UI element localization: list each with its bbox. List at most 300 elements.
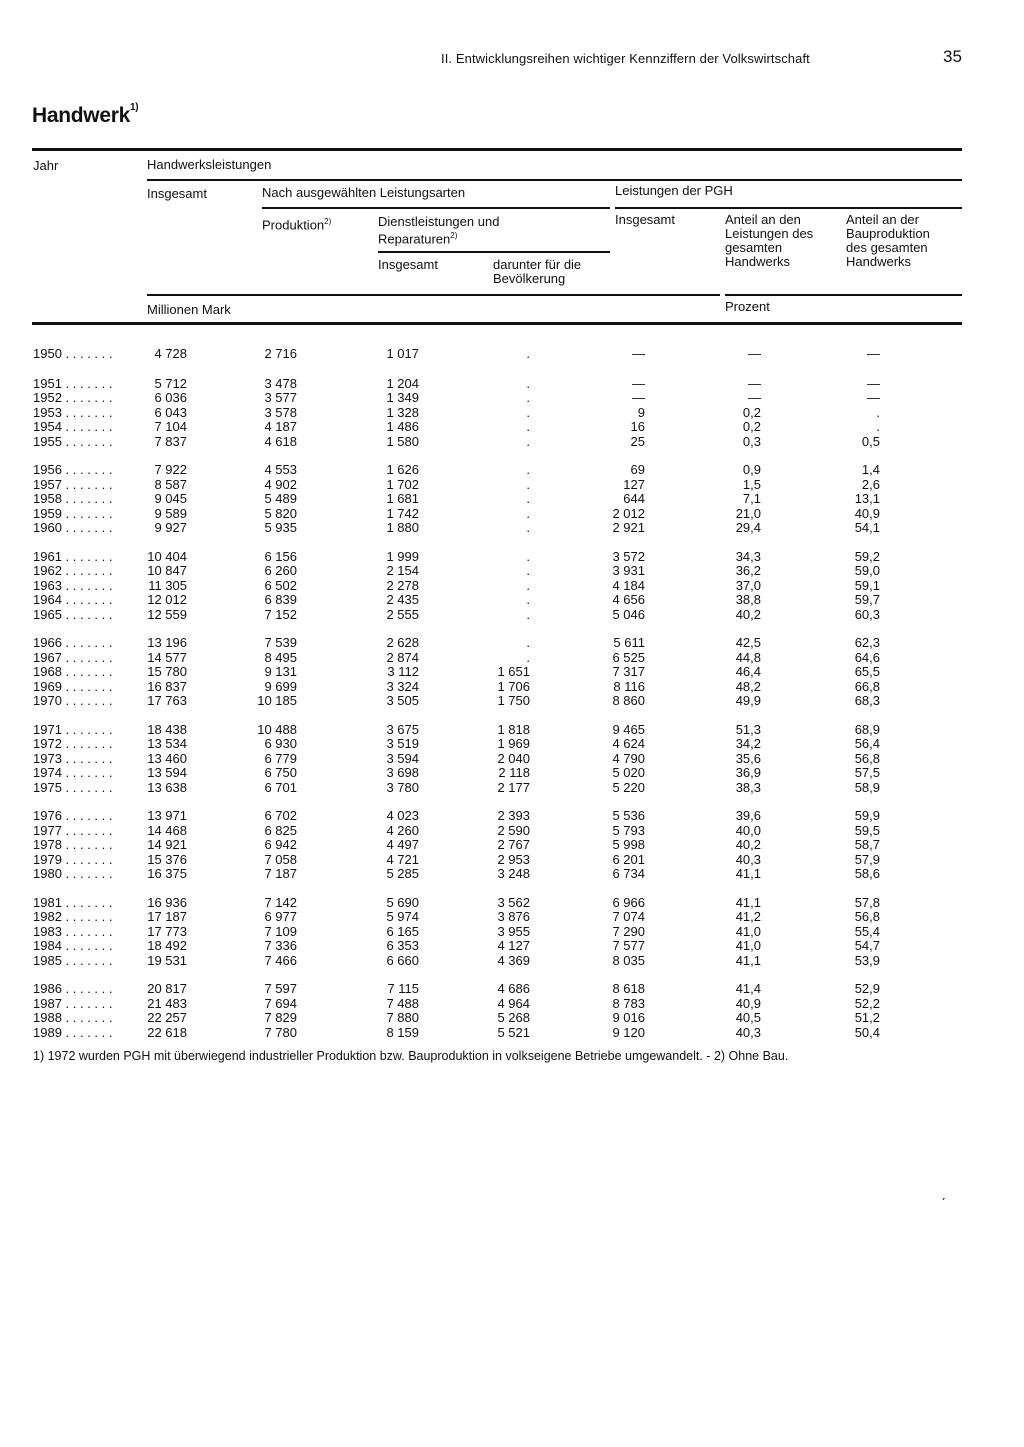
- cell-darunter-bevoelkerung: .: [526, 346, 530, 361]
- cell-darunter-bevoelkerung: .: [526, 491, 530, 507]
- page-title: [32, 104, 138, 128]
- cell-darunter-bevoelkerung: 4 686: [497, 981, 530, 997]
- table-row: [0, 679, 1024, 694]
- cell-produktion: 6 701: [264, 779, 297, 795]
- table-row: [0, 953, 1024, 968]
- cell-pgh-insgesamt: 9: [637, 404, 645, 420]
- table-row: [0, 765, 1024, 780]
- cell-insgesamt: 7 837: [154, 433, 187, 449]
- cell-anteil-bauproduktion: 55,4: [854, 923, 880, 939]
- cell-anteil-leistungen: —: [748, 346, 761, 361]
- header-jahr: Jahr: [33, 158, 59, 173]
- cell-anteil-bauproduktion: 64,6: [854, 649, 880, 665]
- cell-insgesamt: 13 594: [147, 765, 187, 781]
- cell-pgh-insgesamt: 9 016: [612, 1010, 645, 1025]
- cell-year: 1950 . . . . . . .: [33, 346, 113, 361]
- cell-anteil-leistungen: 21,0: [735, 505, 761, 521]
- header-dl-insgesamt: Insgesamt: [378, 257, 438, 272]
- cell-anteil-leistungen: —: [748, 390, 761, 406]
- rule-unit-prozent: [725, 294, 962, 296]
- cell-anteil-bauproduktion: 58,9: [854, 779, 880, 795]
- cell-insgesamt: 18 492: [147, 938, 187, 954]
- cell-dienstleistungen-insgesamt: 5 974: [386, 909, 419, 925]
- cell-anteil-leistungen: 0,3: [742, 433, 761, 449]
- cell-anteil-leistungen: 37,0: [735, 577, 761, 593]
- cell-anteil-bauproduktion: 68,3: [854, 693, 880, 709]
- cell-dienstleistungen-insgesamt: 1 742: [386, 505, 419, 521]
- table-row: [0, 693, 1024, 708]
- header-anteil-leistungen-line2: Leistungen des: [725, 226, 814, 241]
- cell-pgh-insgesamt: 4 624: [612, 736, 645, 752]
- cell-anteil-leistungen: 46,4: [735, 664, 761, 680]
- cell-anteil-leistungen: 49,9: [735, 693, 761, 709]
- cell-anteil-leistungen: 41,0: [735, 923, 761, 939]
- table-row: [0, 895, 1024, 910]
- cell-darunter-bevoelkerung: 1 651: [497, 664, 530, 680]
- cell-produktion: 3 578: [264, 404, 297, 420]
- cell-anteil-leistungen: 38,3: [735, 779, 761, 795]
- cell-year: 1963 . . . . . . .: [33, 577, 113, 593]
- cell-pgh-insgesamt: 3 572: [612, 548, 645, 564]
- cell-darunter-bevoelkerung: .: [526, 505, 530, 521]
- cell-darunter-bevoelkerung: 1 750: [497, 693, 530, 709]
- cell-dienstleistungen-insgesamt: 2 555: [386, 606, 419, 622]
- cell-produktion: 6 825: [264, 822, 297, 838]
- cell-pgh-insgesamt: 2 012: [612, 505, 645, 521]
- cell-anteil-bauproduktion: 59,7: [854, 592, 880, 608]
- cell-dienstleistungen-insgesamt: 1 681: [386, 491, 419, 507]
- cell-year: 1974 . . . . . . .: [33, 765, 113, 781]
- cell-darunter-bevoelkerung: .: [526, 563, 530, 579]
- cell-darunter-bevoelkerung: .: [526, 548, 530, 564]
- unit-millionen-mark: Millionen Mark: [147, 302, 231, 317]
- cell-year: 1968 . . . . . . .: [33, 664, 113, 680]
- cell-insgesamt: 13 460: [147, 750, 187, 766]
- cell-anteil-leistungen: 34,2: [735, 736, 761, 752]
- cell-produktion: 5 489: [264, 491, 297, 507]
- cell-dienstleistungen-insgesamt: 3 675: [386, 721, 419, 737]
- cell-anteil-bauproduktion: 0,5: [861, 433, 880, 449]
- cell-year: 1951 . . . . . . .: [33, 376, 113, 391]
- cell-pgh-insgesamt: —: [632, 390, 645, 406]
- header-anteil-bau-line3: des gesamten: [846, 240, 928, 255]
- cell-dienstleistungen-insgesamt: 6 165: [386, 923, 419, 939]
- cell-darunter-bevoelkerung: 2 177: [497, 779, 530, 795]
- cell-anteil-bauproduktion: 54,1: [854, 520, 880, 536]
- title-text: Handwerk: [32, 104, 130, 127]
- cell-produktion: 6 156: [264, 548, 297, 564]
- cell-year: 1975 . . . . . . .: [33, 779, 113, 795]
- cell-anteil-bauproduktion: 60,3: [854, 606, 880, 622]
- cell-pgh-insgesamt: 5 220: [612, 779, 645, 795]
- header-anteil-bau-line4: Handwerks: [846, 254, 912, 269]
- cell-darunter-bevoelkerung: 2 590: [497, 822, 530, 838]
- cell-dienstleistungen-insgesamt: 4 260: [386, 822, 419, 838]
- cell-darunter-bevoelkerung: .: [526, 592, 530, 608]
- cell-produktion: 7 466: [264, 952, 297, 968]
- cell-darunter-bevoelkerung: 4 369: [497, 952, 530, 968]
- cell-produktion: 9 699: [264, 678, 297, 694]
- cell-darunter-bevoelkerung: .: [526, 476, 530, 492]
- running-header: II. Entwicklungsreihen wichtiger Kennziffern der Volkswirtschaft: [441, 51, 810, 66]
- cell-year: 1971 . . . . . . .: [33, 721, 113, 737]
- cell-darunter-bevoelkerung: .: [526, 635, 530, 651]
- cell-anteil-bauproduktion: 1,4: [861, 462, 880, 478]
- cell-anteil-leistungen: 35,6: [735, 750, 761, 766]
- cell-anteil-leistungen: 40,0: [735, 822, 761, 838]
- header-anteil-leistungen-line3: gesamten: [725, 240, 783, 255]
- page-number: 35: [943, 47, 962, 66]
- table-row: [0, 736, 1024, 751]
- cell-insgesamt: 16 837: [147, 678, 187, 694]
- cell-anteil-leistungen: 40,3: [735, 1024, 761, 1040]
- cell-produktion: 6 839: [264, 592, 297, 608]
- cell-pgh-insgesamt: 9 465: [612, 721, 645, 737]
- cell-dienstleistungen-insgesamt: 8 159: [386, 1024, 419, 1040]
- cell-darunter-bevoelkerung: 5 268: [497, 1010, 530, 1025]
- cell-anteil-leistungen: 41,1: [735, 952, 761, 968]
- cell-pgh-insgesamt: 8 116: [613, 678, 645, 694]
- cell-year: 1957 . . . . . . .: [33, 476, 113, 492]
- cell-anteil-leistungen: 34,3: [735, 548, 761, 564]
- table-row: [0, 751, 1024, 766]
- cell-darunter-bevoelkerung: 3 955: [497, 923, 530, 939]
- cell-produktion: 7 058: [264, 851, 297, 867]
- table-row: [0, 405, 1024, 420]
- cell-pgh-insgesamt: 6 201: [612, 851, 645, 867]
- cell-anteil-leistungen: 41,2: [735, 909, 761, 925]
- table-row: [0, 390, 1024, 405]
- cell-anteil-bauproduktion: 58,6: [854, 866, 880, 881]
- cell-year: 1970 . . . . . . .: [33, 693, 113, 709]
- cell-produktion: 6 930: [264, 736, 297, 752]
- cell-pgh-insgesamt: 7 074: [612, 909, 645, 925]
- table-row: [0, 650, 1024, 665]
- cell-dienstleistungen-insgesamt: 6 353: [386, 938, 419, 954]
- table-row: [0, 981, 1024, 996]
- header-produktion-label: Produktion: [262, 217, 325, 233]
- cell-darunter-bevoelkerung: 5 521: [497, 1024, 530, 1040]
- cell-anteil-leistungen: 42,5: [735, 635, 761, 651]
- table-row: [0, 578, 1024, 593]
- cell-insgesamt: 18 438: [147, 721, 187, 737]
- cell-darunter-bevoelkerung: 1 818: [497, 721, 530, 737]
- table-row: [0, 823, 1024, 838]
- cell-insgesamt: 12 012: [147, 592, 187, 608]
- cell-insgesamt: 10 404: [147, 548, 187, 564]
- cell-dienstleistungen-insgesamt: 4 721: [386, 851, 419, 867]
- header-dienstleistungen-line1: Dienstleistungen und: [378, 214, 500, 229]
- rule-unit-mark: [147, 294, 720, 296]
- cell-insgesamt: 15 376: [147, 851, 187, 867]
- rule-pgh: [615, 207, 962, 209]
- cell-pgh-insgesamt: 7 317: [612, 664, 645, 680]
- cell-produktion: 4 187: [264, 419, 297, 435]
- cell-insgesamt: 4 728: [154, 346, 187, 361]
- cell-anteil-bauproduktion: —: [867, 376, 880, 391]
- cell-dienstleistungen-insgesamt: 1 328: [386, 404, 419, 420]
- cell-year: 1972 . . . . . . .: [33, 736, 113, 752]
- cell-produktion: 7 142: [264, 894, 297, 910]
- table-row: [0, 808, 1024, 823]
- cell-produktion: 7 336: [264, 938, 297, 954]
- cell-darunter-bevoelkerung: .: [526, 376, 530, 391]
- cell-pgh-insgesamt: 5 793: [612, 822, 645, 838]
- header-handwerksleistungen: Handwerksleistungen: [147, 157, 272, 172]
- cell-produktion: 7 109: [264, 923, 297, 939]
- cell-anteil-bauproduktion: 52,9: [854, 981, 880, 997]
- cell-year: 1982 . . . . . . .: [33, 909, 113, 925]
- cell-insgesamt: 19 531: [147, 952, 187, 968]
- cell-anteil-leistungen: 40,2: [735, 837, 761, 853]
- cell-pgh-insgesamt: 7 577: [612, 938, 645, 954]
- cell-insgesamt: 9 927: [154, 520, 187, 536]
- cell-year: 1961 . . . . . . .: [33, 548, 113, 564]
- header-anteil-leistungen-line4: Handwerks: [725, 254, 791, 269]
- cell-insgesamt: 13 971: [147, 808, 187, 824]
- cell-produktion: 4 902: [264, 476, 297, 492]
- cell-produktion: 2 716: [264, 346, 297, 361]
- table-row: [0, 607, 1024, 622]
- cell-year: 1954 . . . . . . .: [33, 419, 113, 435]
- cell-darunter-bevoelkerung: 3 876: [497, 909, 530, 925]
- cell-anteil-bauproduktion: 13,1: [854, 491, 880, 507]
- cell-anteil-bauproduktion: 54,7: [854, 938, 880, 954]
- cell-darunter-bevoelkerung: .: [526, 390, 530, 406]
- cell-anteil-leistungen: 40,3: [735, 851, 761, 867]
- table-row: [0, 563, 1024, 578]
- cell-year: 1973 . . . . . . .: [33, 750, 113, 766]
- cell-anteil-leistungen: 40,2: [735, 606, 761, 622]
- table-row: [0, 996, 1024, 1011]
- cell-pgh-insgesamt: 7 290: [612, 923, 645, 939]
- cell-dienstleistungen-insgesamt: 7 488: [386, 995, 419, 1011]
- cell-year: 1989 . . . . . . .: [33, 1024, 113, 1040]
- cell-produktion: 6 977: [264, 909, 297, 925]
- header-anteil-bau-line1: Anteil an der: [846, 212, 919, 227]
- cell-pgh-insgesamt: 8 860: [612, 693, 645, 709]
- table-row: [0, 506, 1024, 521]
- cell-anteil-leistungen: 44,8: [735, 649, 761, 665]
- table-row: [0, 722, 1024, 737]
- table-row: [0, 909, 1024, 924]
- cell-dienstleistungen-insgesamt: 5 690: [386, 894, 419, 910]
- header-reparaturen-label: Reparaturen: [378, 231, 451, 247]
- cell-darunter-bevoelkerung: .: [526, 606, 530, 622]
- cell-dienstleistungen-insgesamt: 1 880: [386, 520, 419, 536]
- cell-insgesamt: 22 257: [147, 1010, 187, 1025]
- unit-prozent: Prozent: [725, 299, 770, 314]
- cell-dienstleistungen-insgesamt: 1 349: [386, 390, 419, 406]
- table-row: [0, 1025, 1024, 1040]
- cell-year: 1983 . . . . . . .: [33, 923, 113, 939]
- cell-darunter-bevoelkerung: 2 040: [497, 750, 530, 766]
- cell-darunter-bevoelkerung: 2 118: [498, 765, 530, 781]
- cell-anteil-leistungen: 36,2: [735, 563, 761, 579]
- cell-dienstleistungen-insgesamt: 1 017: [386, 346, 419, 361]
- footnote: 1) 1972 wurden PGH mit überwiegend industrieller Produktion bzw. Bauproduktion in volkseigene Betriebe umgewandelt. - 2) Ohne Bau.: [33, 1049, 789, 1063]
- cell-anteil-leistungen: 41,1: [735, 866, 761, 881]
- cell-anteil-bauproduktion: 57,5: [854, 765, 880, 781]
- cell-anteil-bauproduktion: 57,8: [854, 894, 880, 910]
- cell-anteil-bauproduktion: 56,8: [854, 750, 880, 766]
- table-row: [0, 491, 1024, 506]
- cell-produktion: 3 577: [264, 390, 297, 406]
- cell-pgh-insgesamt: —: [632, 376, 645, 391]
- cell-pgh-insgesamt: 3 931: [612, 563, 645, 579]
- cell-anteil-leistungen: 41,0: [735, 938, 761, 954]
- table-row: [0, 1010, 1024, 1025]
- header-produktion-footnote: 2): [324, 217, 332, 226]
- header-darunter-line1: darunter für die: [493, 257, 582, 272]
- rule-handwerk-split: [147, 179, 962, 181]
- cell-produktion: 6 779: [264, 750, 297, 766]
- cell-produktion: 7 597: [264, 981, 297, 997]
- cell-darunter-bevoelkerung: .: [526, 649, 530, 665]
- cell-year: 1958 . . . . . . .: [33, 491, 113, 507]
- cell-anteil-leistungen: 29,4: [735, 520, 761, 536]
- cell-produktion: 6 750: [264, 765, 297, 781]
- cell-dienstleistungen-insgesamt: 7 115: [387, 981, 419, 997]
- cell-pgh-insgesamt: 9 120: [612, 1024, 645, 1040]
- header-nach-leistungsarten: Nach ausgewählten Leistungsarten: [262, 185, 466, 200]
- table-row: [0, 924, 1024, 939]
- cell-year: 1969 . . . . . . .: [33, 678, 113, 694]
- cell-produktion: 4 618: [264, 433, 297, 449]
- cell-insgesamt: 11 305: [148, 577, 187, 593]
- cell-produktion: 6 260: [264, 563, 297, 579]
- cell-produktion: 5 820: [264, 505, 297, 521]
- cell-dienstleistungen-insgesamt: 2 154: [386, 563, 419, 579]
- cell-insgesamt: 21 483: [147, 995, 187, 1011]
- cell-produktion: 10 488: [257, 721, 297, 737]
- cell-anteil-bauproduktion: 50,4: [854, 1024, 880, 1040]
- cell-insgesamt: 7 104: [154, 419, 187, 435]
- cell-darunter-bevoelkerung: 1 969: [497, 736, 530, 752]
- cell-insgesamt: 12 559: [147, 606, 187, 622]
- cell-dienstleistungen-insgesamt: 3 505: [386, 693, 419, 709]
- cell-insgesamt: 17 763: [147, 693, 187, 709]
- cell-darunter-bevoelkerung: .: [526, 577, 530, 593]
- cell-anteil-bauproduktion: 62,3: [854, 635, 880, 651]
- cell-darunter-bevoelkerung: 2 767: [497, 837, 530, 853]
- table-row: [0, 837, 1024, 852]
- cell-pgh-insgesamt: 6 734: [612, 866, 645, 881]
- cell-year: 1966 . . . . . . .: [33, 635, 113, 651]
- cell-anteil-bauproduktion: .: [876, 404, 880, 420]
- table-row: [0, 520, 1024, 535]
- cell-pgh-insgesamt: 6 966: [612, 894, 645, 910]
- cell-produktion: 10 185: [257, 693, 297, 709]
- cell-produktion: 6 702: [264, 808, 297, 824]
- cell-dienstleistungen-insgesamt: 6 660: [386, 952, 419, 968]
- cell-produktion: 7 152: [264, 606, 297, 622]
- table-row: [0, 434, 1024, 449]
- cell-dienstleistungen-insgesamt: 1 204: [386, 376, 419, 391]
- cell-produktion: 7 539: [264, 635, 297, 651]
- cell-dienstleistungen-insgesamt: 4 497: [386, 837, 419, 853]
- cell-dienstleistungen-insgesamt: 5 285: [386, 866, 419, 881]
- cell-pgh-insgesamt: 2 921: [612, 520, 645, 536]
- cell-insgesamt: 9 589: [154, 505, 187, 521]
- cell-pgh-insgesamt: 644: [623, 491, 645, 507]
- table-row: [0, 376, 1024, 391]
- cell-produktion: 7 694: [264, 995, 297, 1011]
- cell-anteil-leistungen: 0,2: [742, 404, 761, 420]
- cell-pgh-insgesamt: 4 656: [612, 592, 645, 608]
- cell-insgesamt: 16 375: [147, 866, 187, 881]
- cell-year: 1984 . . . . . . .: [33, 938, 113, 954]
- cell-insgesamt: 17 773: [147, 923, 187, 939]
- cell-dienstleistungen-insgesamt: 1 702: [386, 476, 419, 492]
- cell-dienstleistungen-insgesamt: 3 594: [386, 750, 419, 766]
- header-anteil-leistungen-line1: Anteil an den: [725, 212, 801, 227]
- cell-produktion: 7 187: [264, 866, 297, 881]
- cell-anteil-leistungen: 48,2: [735, 678, 761, 694]
- table-row: [0, 549, 1024, 564]
- cell-anteil-leistungen: 40,5: [735, 1010, 761, 1025]
- cell-produktion: 7 829: [264, 1010, 297, 1025]
- cell-darunter-bevoelkerung: 4 127: [497, 938, 530, 954]
- cell-year: 1965 . . . . . . .: [33, 606, 113, 622]
- cell-dienstleistungen-insgesamt: 2 874: [386, 649, 419, 665]
- cell-dienstleistungen-insgesamt: 2 435: [386, 592, 419, 608]
- cell-year: 1959 . . . . . . .: [33, 505, 113, 521]
- cell-anteil-leistungen: 38,8: [735, 592, 761, 608]
- table-row: [0, 664, 1024, 679]
- header-anteil-leistungen: [725, 213, 813, 269]
- cell-anteil-bauproduktion: 58,7: [854, 837, 880, 853]
- cell-anteil-bauproduktion: .: [876, 419, 880, 435]
- cell-anteil-leistungen: 39,6: [735, 808, 761, 824]
- cell-anteil-leistungen: 51,3: [735, 721, 761, 737]
- cell-anteil-leistungen: 41,4: [735, 981, 761, 997]
- cell-darunter-bevoelkerung: 4 964: [497, 995, 530, 1011]
- cell-anteil-leistungen: 7,1: [742, 491, 761, 507]
- table-row: [0, 938, 1024, 953]
- cell-anteil-bauproduktion: 2,6: [861, 476, 880, 492]
- cell-darunter-bevoelkerung: 3 562: [497, 894, 530, 910]
- cell-insgesamt: 6 036: [154, 390, 187, 406]
- cell-year: 1977 . . . . . . .: [33, 822, 113, 838]
- cell-dienstleistungen-insgesamt: 1 486: [386, 419, 419, 435]
- cell-insgesamt: 13 638: [147, 779, 187, 795]
- header-insgesamt: Insgesamt: [147, 186, 207, 201]
- cell-anteil-bauproduktion: 59,5: [854, 822, 880, 838]
- cell-anteil-leistungen: 40,9: [735, 995, 761, 1011]
- cell-pgh-insgesamt: 8 618: [612, 981, 645, 997]
- cell-insgesamt: 20 817: [147, 981, 187, 997]
- table-row: [0, 346, 1024, 361]
- cell-anteil-bauproduktion: 59,0: [854, 563, 880, 579]
- cell-dienstleistungen-insgesamt: 7 880: [386, 1010, 419, 1025]
- cell-anteil-bauproduktion: 52,2: [854, 995, 880, 1011]
- cell-anteil-bauproduktion: —: [867, 390, 880, 406]
- cell-anteil-bauproduktion: 59,1: [854, 577, 880, 593]
- cell-dienstleistungen-insgesamt: 3 324: [386, 678, 419, 694]
- cell-pgh-insgesamt: 127: [623, 476, 645, 492]
- cell-anteil-leistungen: —: [748, 376, 761, 391]
- cell-produktion: 7 780: [264, 1024, 297, 1040]
- header-anteil-bau: [846, 213, 930, 269]
- cell-pgh-insgesamt: 5 536: [612, 808, 645, 824]
- cell-anteil-bauproduktion: 59,2: [854, 548, 880, 564]
- cell-anteil-bauproduktion: 53,9: [854, 952, 880, 968]
- table-row: [0, 635, 1024, 650]
- cell-pgh-insgesamt: 5 046: [612, 606, 645, 622]
- cell-dienstleistungen-insgesamt: 1 999: [386, 548, 419, 564]
- cell-pgh-insgesamt: 4 790: [612, 750, 645, 766]
